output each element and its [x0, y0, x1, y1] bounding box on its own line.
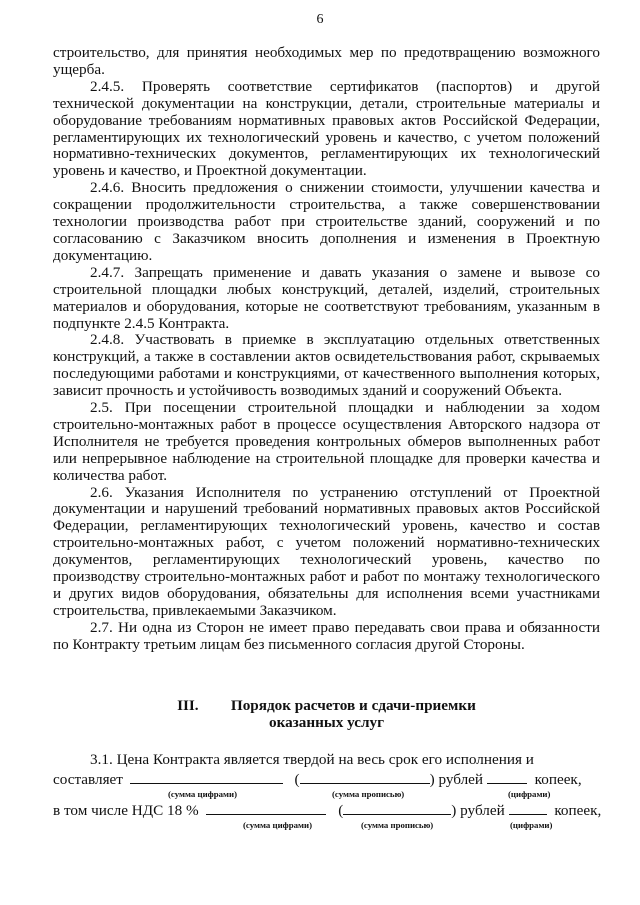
vat-kopecks-field[interactable] [509, 801, 547, 815]
section-number: III. [177, 697, 199, 714]
vat-digits-field[interactable] [206, 801, 326, 815]
sum-digits-field[interactable] [130, 770, 283, 784]
price-line-total [53, 770, 582, 789]
document-body [53, 45, 600, 654]
section-title-line1: Порядок расчетов и сдачи-приемки [230, 697, 476, 714]
vat-words-field[interactable] [343, 801, 451, 815]
paragraph-continuation: строительство, для принятия необходимых мер по предотвращению возможного ущерба. [53, 44, 600, 78]
price-clause [53, 752, 600, 769]
caption-sum-words: (сумма прописью) [332, 789, 405, 799]
paragraph-2-4-6: 2.4.6. Вносить предложения о снижении стоимости, улучшении качества и сокращении продолжительности строительства, а также совершенствовании технологии производства работ при строительстве зданий, сооружений и по согласованию с Заказчиком вносить дополнения и изменения в Проектную документацию. [53, 179, 600, 264]
paragraph-2-7: 2.7. Ни одна из Сторон не имеет право передавать свои права и обязанности по Контракту третьим лицам без письменного согласия другой Стороны. [53, 618, 600, 653]
caption-vat-digits: (цифрами) [510, 820, 553, 830]
price-intro: 3.1. Цена Контракта является твердой на весь срок его исполнения и [90, 751, 534, 768]
paragraph-2-6: 2.6. Указания Исполнителя по устранению отступлений от Проектной документации и нарушений требований нормативных правовых актов Российской Федерации, регламентирующих технологический уровень, качество и состав строительно-монтажных работ, с учетом положений нормативно-технических документов, регламентирующих технологический уровень, качество по производству строительно-монтажных работ и работ по монтажу технологического и других видов оборудования, обязательны для исполнения всеми участниками строительства, привлекаемыми Заказчиком. [53, 483, 600, 619]
caption-digits: (цифрами) [508, 789, 551, 799]
paragraph-2-4-8: 2.4.8. Участвовать в приемке в эксплуатацию отдельных ответственных конструкций, а также в составлении актов освидетельствования работ, скрываемых последующими работами и конструкциями, от качественного выполнения которых, зависит прочность и устойчивость возводимых зданий и сооружений Объекта. [53, 331, 600, 400]
kopecks-label: копеек, [534, 771, 582, 788]
price-line2-start: в том числе НДС 18 % [53, 802, 199, 819]
caption-vat-sum-words: (сумма прописью) [361, 820, 434, 830]
section-title-line2: оказанных услуг [268, 714, 385, 731]
rubles-label: ) рублей [429, 771, 484, 788]
price-line1-start: составляет [53, 771, 123, 788]
kopecks-label-vat: копеек, [554, 802, 602, 819]
sum-words-field[interactable] [300, 770, 430, 784]
rubles-label-vat: ) рублей [451, 802, 505, 819]
caption-sum-digits: (сумма цифрами) [168, 789, 238, 799]
kopecks-field[interactable] [487, 770, 527, 784]
section-heading [53, 697, 600, 731]
paren-open-vat: ( [338, 802, 344, 819]
paragraph-2-4-7: 2.4.7. Запрещать применение и давать указания о замене и вывозе со строительной площадки любых конструкций, деталей, изделий, строительных материалов и оборудования, которые не соответствуют требованиям, указанным в подпункте 2.4.5 Контракта. [53, 263, 600, 332]
page-number: 6 [316, 12, 324, 27]
paragraph-2-4-5: 2.4.5. Проверять соответствие сертификатов (паспортов) и другой технической документации на конструкции, детали, строительные материалы и оборудование требованиям нормативных правовых актов Российской Федерации, регламентирующих их технологический уровень и качество, с учетом положений нормативно-технических документов, регламентирующих их технологический уровень и качество, и Проектной документации. [53, 77, 600, 180]
paren-open: ( [294, 771, 300, 788]
caption-vat-sum-digits: (сумма цифрами) [243, 820, 313, 830]
paragraph-2-5: 2.5. При посещении строительной площадки и наблюдении за ходом строительно-монтажных работ в процессе осуществления Авторского надзора от Исполнителя не требуется проведения контрольных обмеров выполненных работ или непрерывное наблюдение на строительной площадке для проверки качества и количества работ. [53, 399, 600, 484]
